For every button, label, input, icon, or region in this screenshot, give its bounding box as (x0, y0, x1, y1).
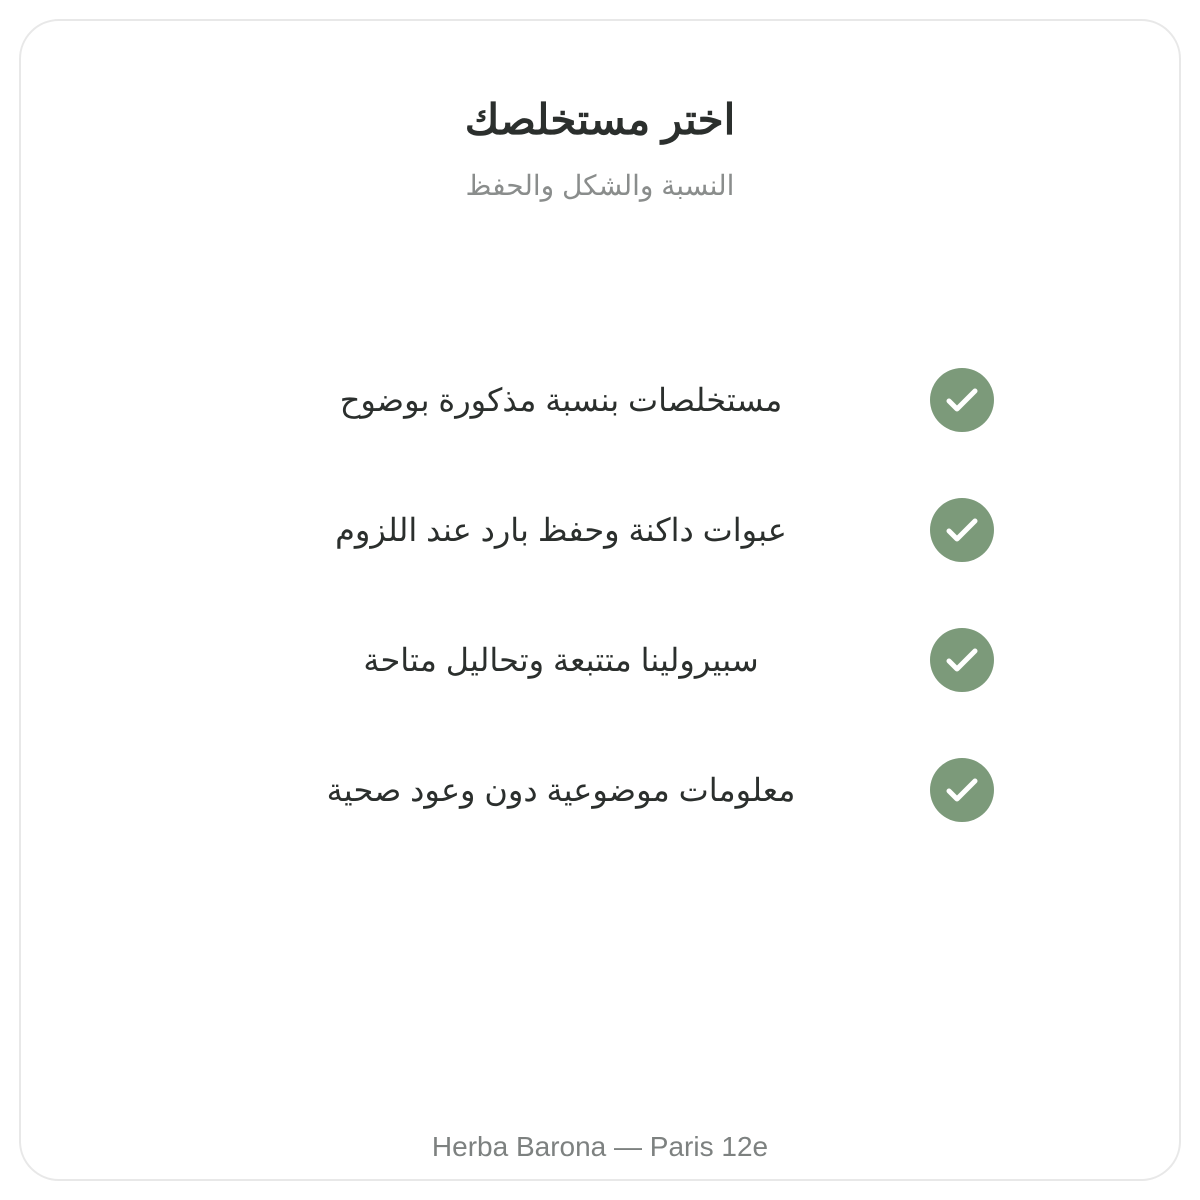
checklist-item-label: مستخلصات بنسبة مذكورة بوضوح (339, 382, 783, 418)
check-icon (930, 368, 994, 432)
checklist-item (21, 368, 1179, 432)
checklist-item (21, 628, 1179, 692)
checklist-item-label: عبوات داكنة وحفظ بارد عند اللزوم (335, 512, 787, 548)
page-subtitle: النسبة والشكل والحفظ (465, 170, 735, 201)
footer-text: Herba Barona — Paris 12e (431, 1131, 769, 1162)
page-title: اختر مستخلصك (464, 96, 736, 143)
checklist-item-label: معلومات موضوعية دون وعود صحية (326, 772, 796, 808)
check-icon (930, 758, 994, 822)
card (19, 19, 1181, 1181)
checklist-item (21, 498, 1179, 562)
checklist-item (21, 758, 1179, 822)
check-icon (930, 498, 994, 562)
check-icon (930, 628, 994, 692)
checklist-item-label: سبيرولينا متتبعة وتحاليل متاحة (363, 642, 759, 678)
